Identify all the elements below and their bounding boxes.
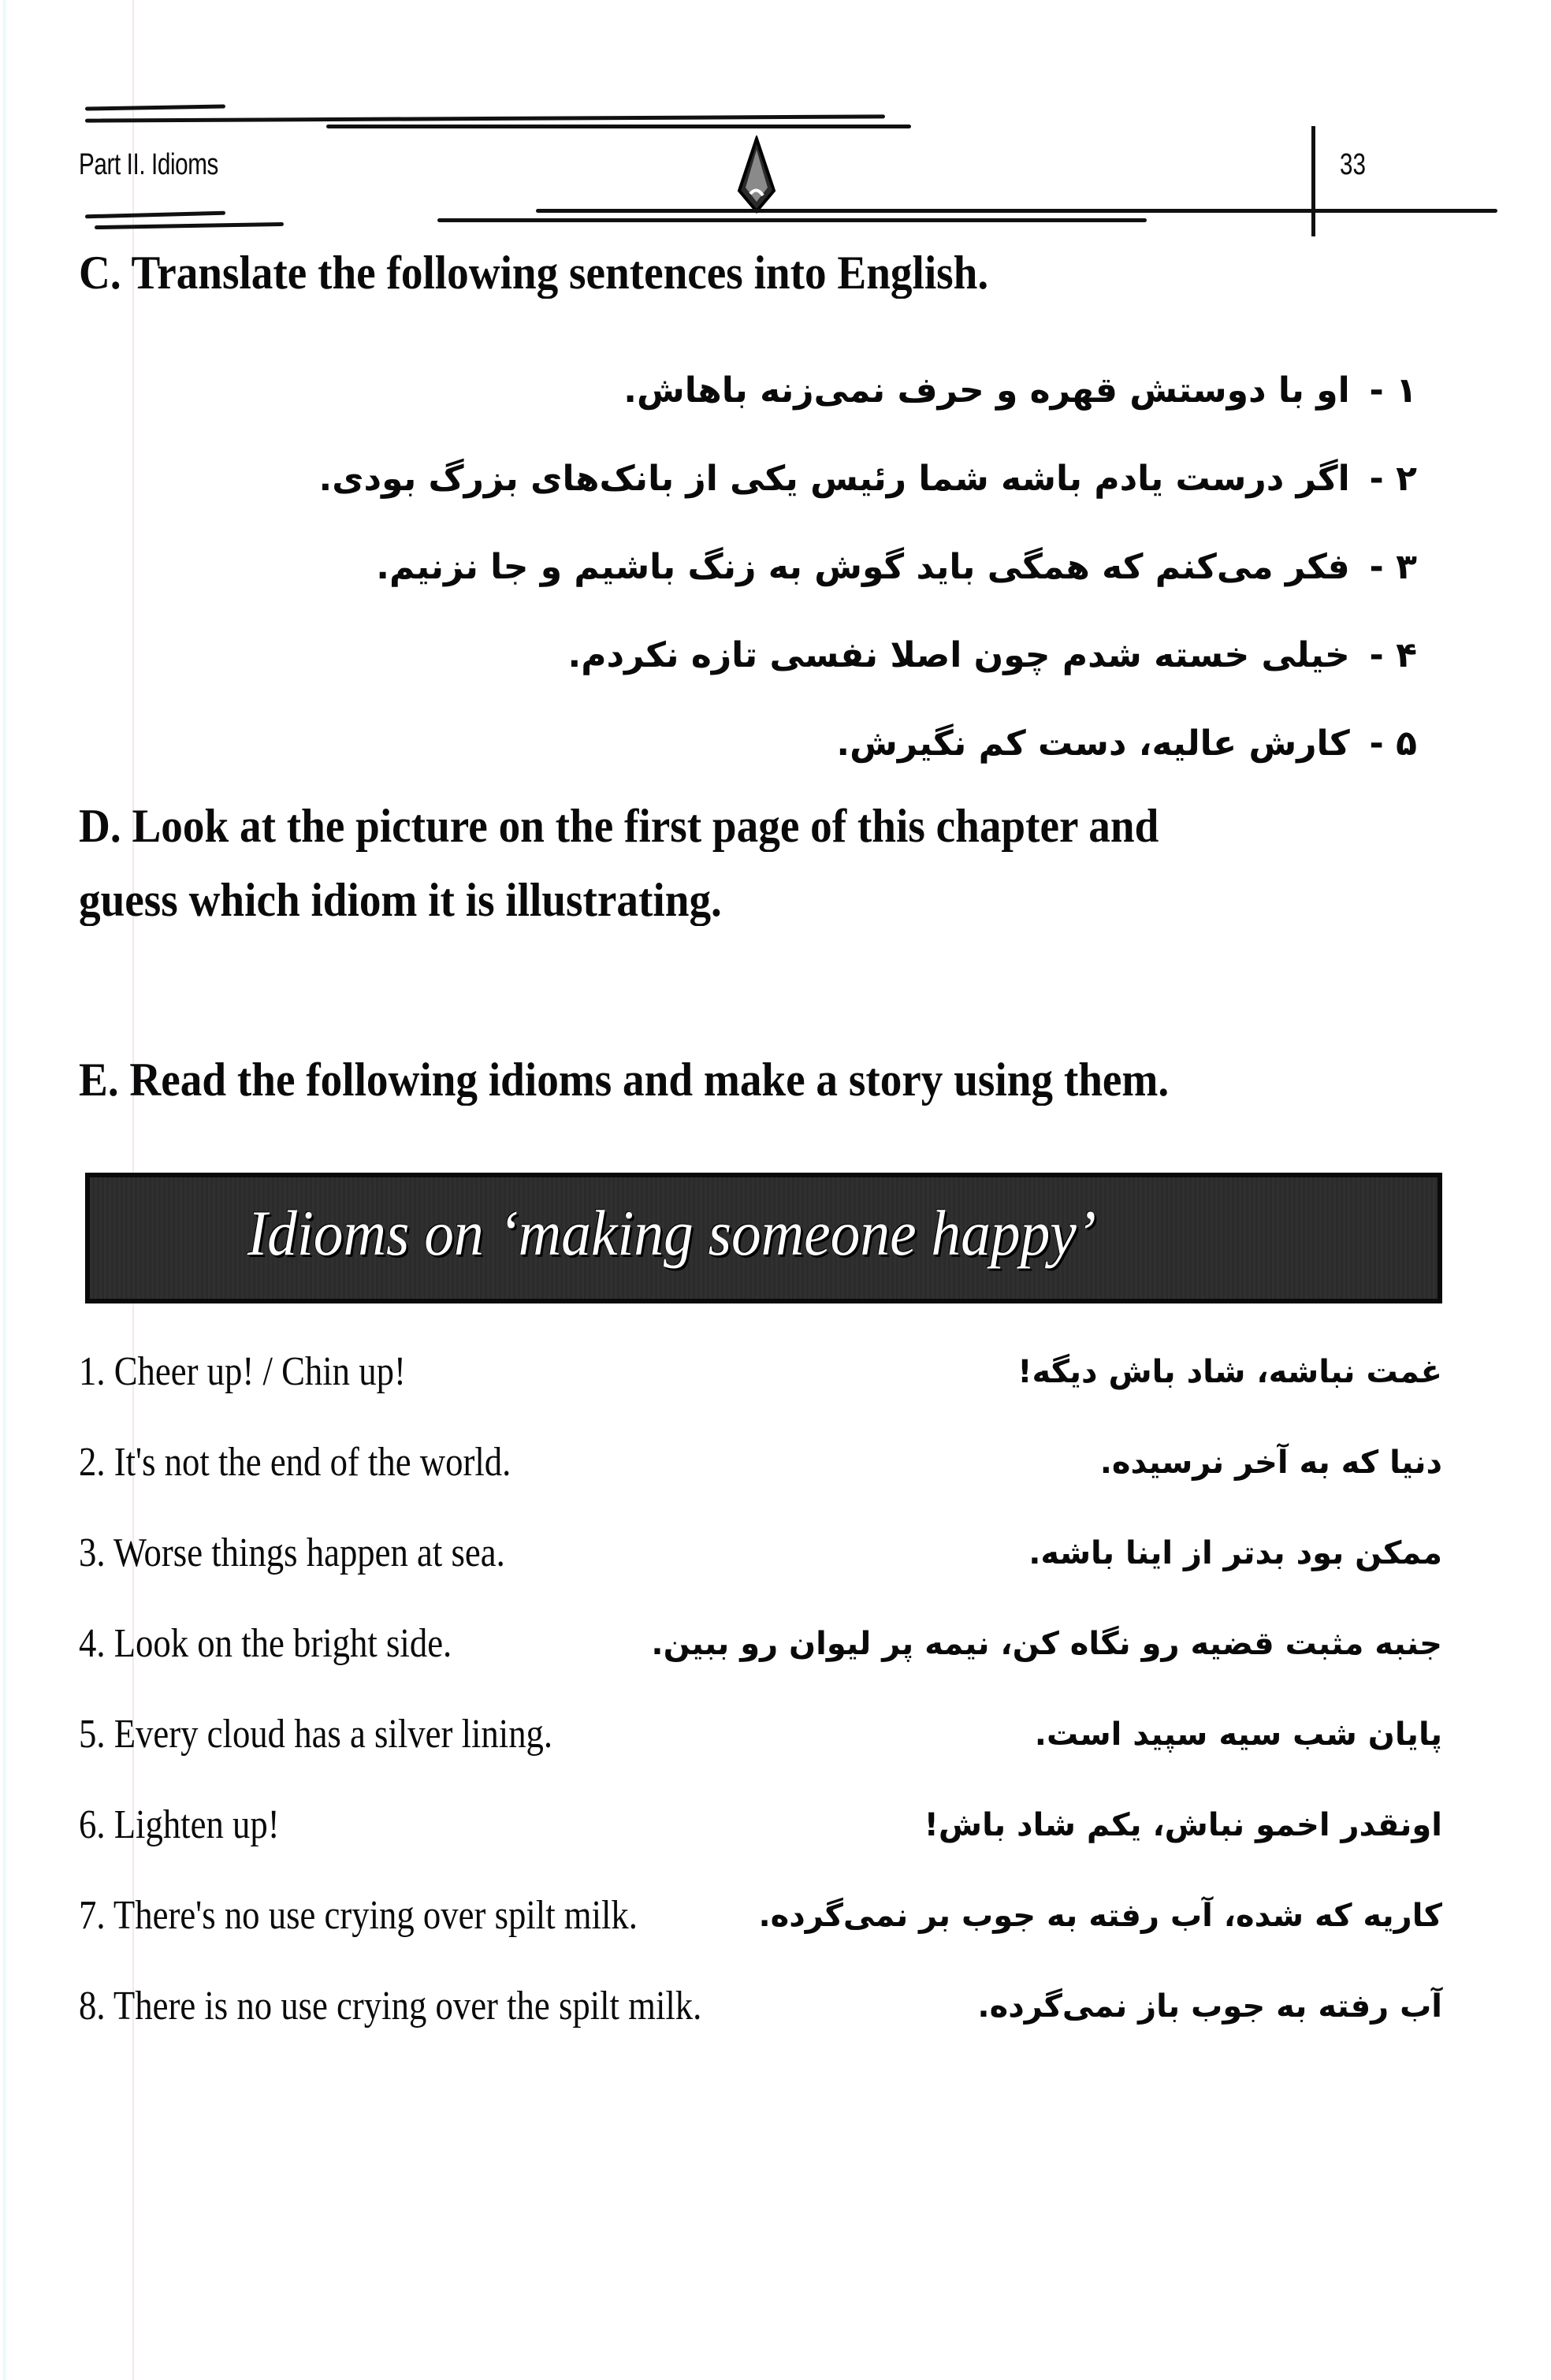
idiom-persian: ممکن بود بدتر از اینا باشه. bbox=[1028, 1535, 1442, 1571]
sentence-text: او با دوستش قهره و حرف نمی‌زنه باهاش. bbox=[623, 370, 1350, 411]
running-title: Part II. Idioms bbox=[79, 148, 218, 181]
persian-sentence-list bbox=[314, 347, 1417, 788]
page-number: 33 bbox=[1340, 148, 1366, 181]
persian-sentence bbox=[314, 612, 1417, 700]
sentence-number: ۵ - bbox=[1369, 723, 1417, 764]
idiom-english: 4. Look on the bright side. bbox=[79, 1621, 452, 1666]
persian-sentence bbox=[314, 523, 1417, 612]
sentence-number: ۲ - bbox=[1369, 459, 1417, 499]
sentence-text: فکر می‌کنم که همگی باید گوش به زنگ باشیم و جا نزنیم. bbox=[376, 547, 1350, 587]
header-rule bbox=[85, 211, 225, 219]
persian-sentence bbox=[314, 347, 1417, 435]
sentence-text: اگر درست یادم باشه شما رئیس یکی از بانک‌های بزرگ بودی. bbox=[318, 459, 1350, 499]
idioms-banner bbox=[85, 1173, 1442, 1303]
idiom-persian: جنبه مثبت قضیه رو نگاه کن، نیمه پر لیوان رو ببین. bbox=[651, 1626, 1442, 1662]
idiom-persian: غمت نباشه، شاد باش دیگه! bbox=[1017, 1354, 1442, 1390]
section-c-heading: C. Translate the following sentences into English. bbox=[79, 247, 989, 299]
section-d-heading-line1: D. Look at the picture on the first page of this chapter and bbox=[79, 800, 1159, 852]
publisher-logo-icon bbox=[709, 136, 804, 218]
idiom-row bbox=[79, 1888, 1442, 1979]
idiom-row bbox=[79, 1616, 1442, 1707]
idiom-english: 5. Every cloud has a silver lining. bbox=[79, 1712, 553, 1757]
idiom-row bbox=[79, 1435, 1442, 1526]
header-vertical-rule bbox=[1311, 126, 1315, 236]
idiom-english: 3. Worse things happen at sea. bbox=[79, 1530, 505, 1575]
header-rule bbox=[85, 114, 885, 122]
banner-title: Idioms on ‘making someone happy’ bbox=[247, 1197, 1096, 1269]
idiom-persian: اونقدر اخمو نباش، یکم شاد باش! bbox=[924, 1807, 1442, 1843]
idiom-row bbox=[79, 1798, 1442, 1888]
page-edge bbox=[3, 0, 8, 2380]
idiom-row bbox=[79, 1526, 1442, 1616]
idiom-row bbox=[79, 1979, 1442, 2069]
idiom-row bbox=[79, 1344, 1442, 1435]
header-rule bbox=[437, 218, 1147, 222]
idiom-english: 2. It's not the end of the world. bbox=[79, 1440, 511, 1485]
idiom-english: 6. Lighten up! bbox=[79, 1802, 280, 1847]
idiom-english: 7. There's no use crying over spilt milk. bbox=[79, 1893, 638, 1938]
header-rule bbox=[326, 125, 911, 128]
idiom-row bbox=[79, 1707, 1442, 1798]
idiom-english: 8. There is no use crying over the spilt milk. bbox=[79, 1984, 702, 2029]
idiom-persian: پایان شب سیه سپید است. bbox=[1034, 1716, 1442, 1753]
section-d-heading-line2: guess which idiom it is illustrating. bbox=[79, 874, 722, 926]
sentence-text: خیلی خسته شدم چون اصلا نفسی تازه نکردم. bbox=[567, 635, 1350, 675]
section-e-heading: E. Read the following idioms and make a story using them. bbox=[79, 1054, 1170, 1106]
sentence-number: ۱ - bbox=[1369, 370, 1417, 411]
sentence-number: ۴ - bbox=[1369, 635, 1417, 675]
idiom-persian: دنیا که به آخر نرسیده. bbox=[1099, 1445, 1442, 1481]
persian-sentence bbox=[314, 435, 1417, 523]
sentence-number: ۳ - bbox=[1369, 547, 1417, 587]
sentence-text: کارش عالیه، دست کم نگیرش. bbox=[836, 723, 1350, 764]
persian-sentence bbox=[314, 700, 1417, 788]
idiom-persian: آب رفته به جوب باز نمی‌گرده. bbox=[977, 1988, 1442, 2025]
header-rule bbox=[95, 222, 284, 229]
idiom-persian: کاریه که شده، آب رفته به جوب بر نمی‌گرده. bbox=[758, 1898, 1442, 1934]
idiom-english: 1. Cheer up! / Chin up! bbox=[79, 1349, 406, 1394]
header-rule bbox=[85, 104, 225, 110]
idioms-list bbox=[79, 1344, 1442, 2069]
header-rule bbox=[536, 209, 1497, 213]
